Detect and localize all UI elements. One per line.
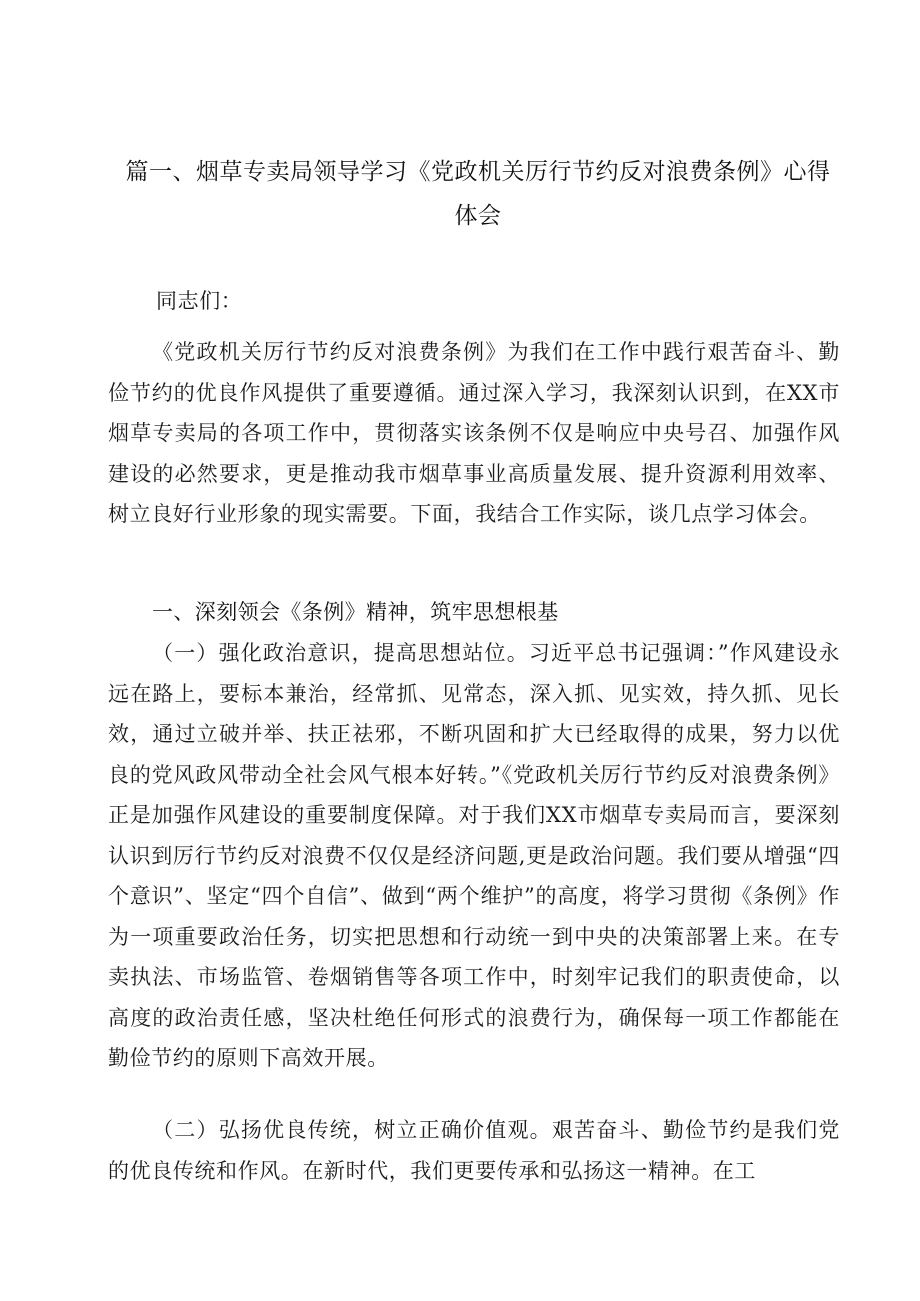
section1-paragraph-1-block xyxy=(108,633,840,1079)
section-heading-1: 一、深刻领会《条例》精神，筑牢思想根基 xyxy=(152,600,559,624)
greeting: 同志们： xyxy=(156,289,243,313)
document-title xyxy=(108,150,848,238)
section1-paragraph-1: （一）强化政治意识，提高思想站位。习近平总书记强调：”作风建设永远在路上，要标本兼治，经常抓、见常态，深入抓、见实效，持久抓、见长效，通过立破并举、扶正祛邪，不断巩固和扩大已经取得的成果，努力以优良的党风政风带动全社会风气根本好转。”《党政机关厉行节约反对浪费条例》正是加强作风建设的重要制度保障。对于我们XX市烟草专卖局而言，要深刻认识到厉行节约反对浪费不仅仅是经济问题,更是政治问题。我们要从增强“四个意识”、坚定“四个自信”、做到“两个维护”的高度，将学习贯彻《条例》作为一项重要政治任务，切实把思想和行动统一到中央的决策部署上来。在专卖执法、市场监管、卷烟销售等各项工作中，时刻牢记我们的职责使命，以高度的政治责任感，坚决杜绝任何形式的浪费行为，确保每一项工作都能在勤俭节约的原则下高效开展。 xyxy=(108,641,840,1070)
intro-paragraph: 《党政机关厉行节约反对浪费条例》为我们在工作中践行艰苦奋斗、勤俭节约的优良作风提供了重要遵循。通过深入学习，我深刻认识到，在XX市烟草专卖局的各项工作中，贯彻落实该条例不仅是响应中央号召、加强作风建设的必然要求，更是推动我市烟草事业高质量发展、提升资源利用效率、树立良好行业形象的现实需要。下面，我结合工作实际，谈几点学习体会。 xyxy=(108,340,840,526)
intro-paragraph-block xyxy=(108,332,840,535)
title-line-1: 篇一、烟草专卖局领导学习《党政机关厉行节约反对浪费条例》心得 xyxy=(125,159,831,185)
title-line-2: 体会 xyxy=(454,203,502,229)
section1-paragraph-2: （二）弘扬优良传统，树立正确价值观。艰苦奋斗、勤俭节约是我们党的优良传统和作风。在新时代，我们更要传承和弘扬这一精神。在工 xyxy=(108,1118,840,1183)
section1-paragraph-2-block xyxy=(108,1110,840,1191)
